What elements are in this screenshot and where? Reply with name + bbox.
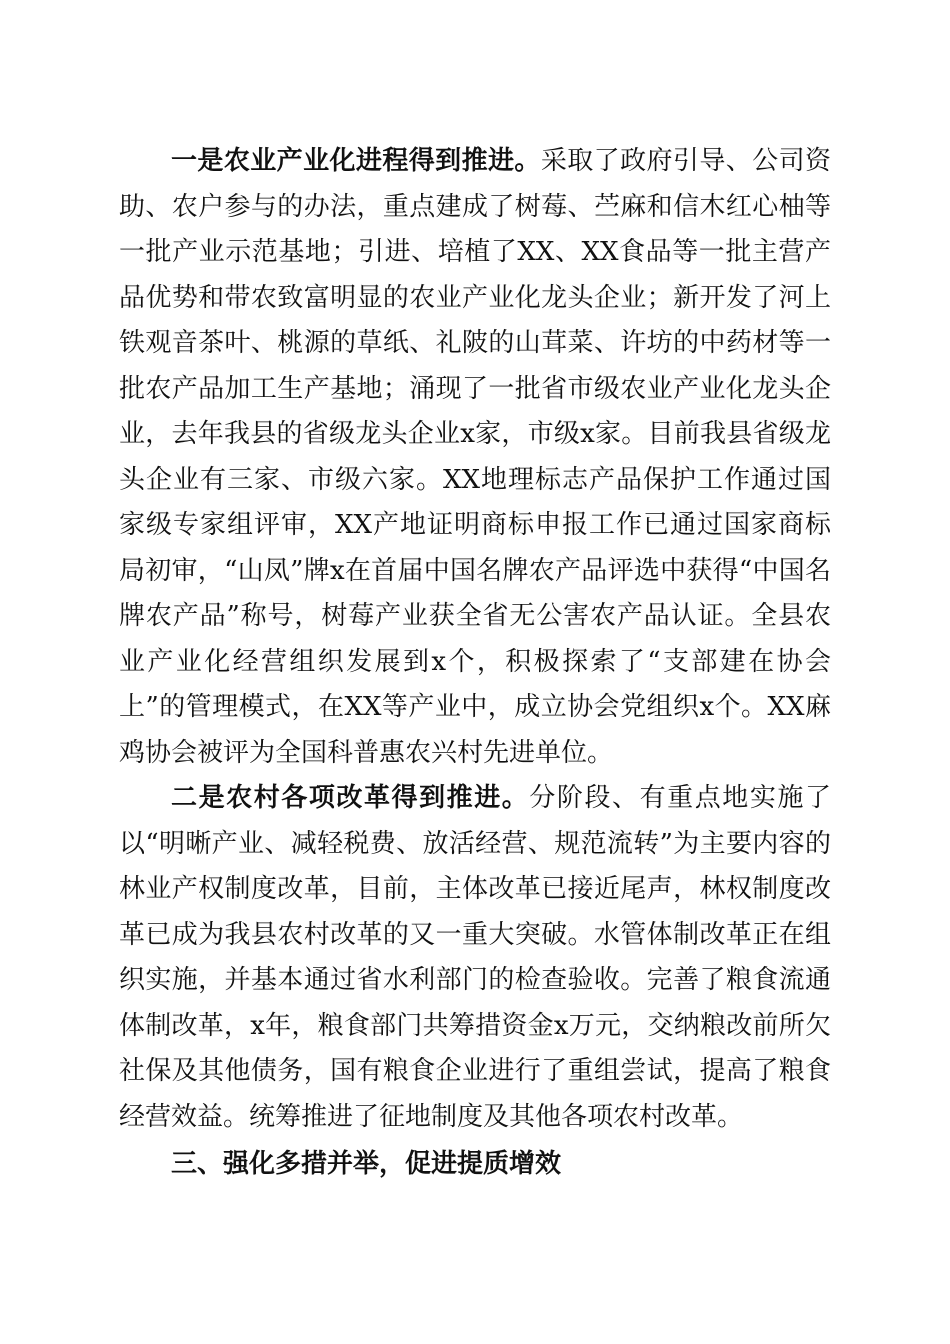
paragraph-lead: 二是农村各项改革得到推进。: [171, 783, 530, 813]
paragraph-text: 分阶段、有重点地实施了以“明晰产业、减轻税费、放活经营、规范流转”为主要内容的林业产权制度改革，目前，主体改革已接近尾声，林权制度改革已成为我县农村改革的又一重大突破。水管体制改革正在组织实施，并基本通过省水利部门的检查验收。完善了粮食流通体制改革，x年，粮食部门共筹措资金x万元，交纳粮改前所欠社保及其他债务，国有粮食企业进行了重组尝试，提高了粮食经营效益。统筹推进了征地制度及其他各项农村改革。: [119, 783, 831, 1132]
document-body: [119, 139, 831, 1188]
section-heading: 三、强化多措并举，促进提质增效: [171, 1149, 562, 1179]
paragraph-rural-reform: [119, 776, 831, 1140]
paragraph-text: 采取了政府引导、公司资助、农户参与的办法，重点建成了树莓、苎麻和信木红心柚等一批产业示范基地；引进、培植了XX、XX食品等一批主营产品优势和带农致富明显的农业产业化龙头企业；新开发了河上铁观音茶叶、桃源的草纸、礼陂的山茸菜、许坊的中药材等一批农产品加工生产基地；涌现了一批省市级农业产业化龙头企业，去年我县的省级龙头企业x家，市级x家。目前我县省级龙头企业有三家、市级六家。XX地理标志产品保护工作通过国家级专家组评审，XX产地证明商标申报工作已通过国家商标局初审，“山凤”牌x在首届中国名牌农产品评选中获得“中国名牌农产品”称号，树莓产业获全省无公害农产品认证。全县农业产业化经营组织发展到x个，积极探索了“支部建在协会上”的管理模式，在XX等产业中，成立协会党组织x个。XX麻鸡协会被评为全国科普惠农兴村先进单位。: [119, 146, 831, 768]
paragraph-agriculture-industrialization: [119, 139, 831, 776]
paragraph-lead: 一是农业产业化进程得到推进。: [171, 146, 541, 176]
